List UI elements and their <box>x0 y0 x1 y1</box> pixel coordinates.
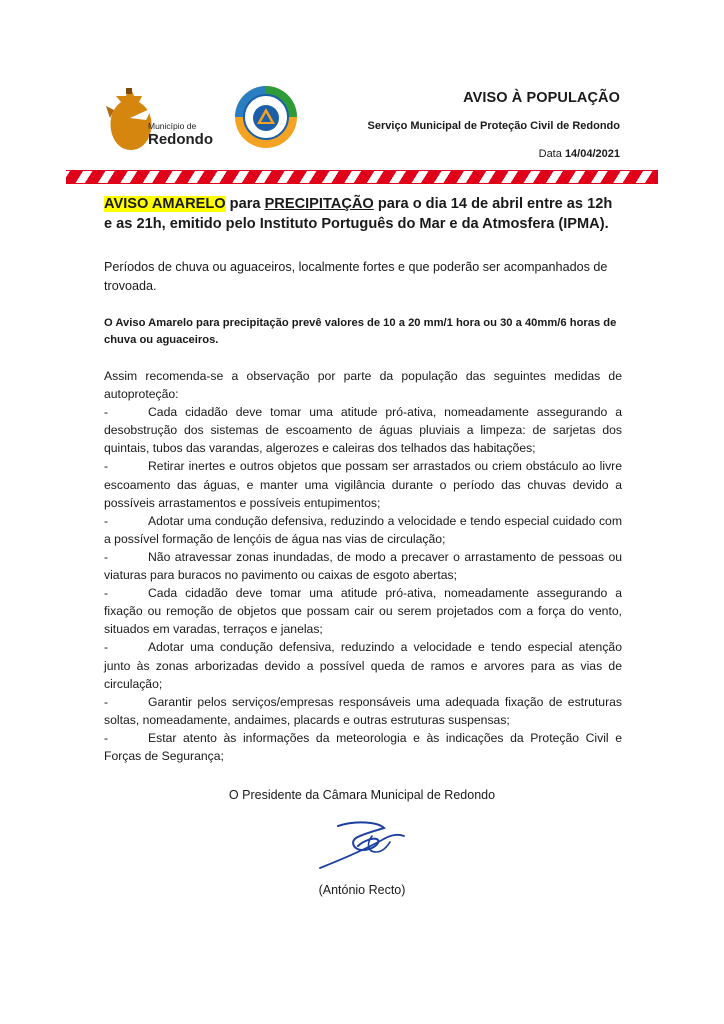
bullet-dash: - <box>104 730 109 745</box>
list-item-text: Adotar uma condução defensiva, reduzindo a velocidade e tendo especial cuidado com a possível formação de lençóis de água nas vias de circulação; <box>104 513 622 546</box>
amphora-icon <box>106 88 152 150</box>
list-item-text: Cada cidadão deve tomar uma atitude pró-ativa, nomeadamente assegurando a desobstrução dos sistemas de escoamento de águas pluviais a limpeza: de sarjetas dos quintais, tubos das varandas, algerozes e caleiras dos telhados das habitações; <box>104 405 622 456</box>
precipitation-values-paragraph: O Aviso Amarelo para precipitação prevê valores de 10 a 20 mm/1 hora ou 30 a 40mm/6 horas de chuva ou aguaceiros. <box>104 317 617 346</box>
bullet-dash: - <box>104 405 109 420</box>
list-item <box>104 457 622 511</box>
list-item <box>104 403 622 457</box>
list-item <box>104 693 622 729</box>
protecao-civil-logo <box>233 84 299 150</box>
document-title: AVISO À POPULAÇÃO <box>463 90 620 106</box>
handwritten-signature <box>316 812 412 872</box>
list-item-text: Adotar uma condução defensiva, reduzindo a velocidade e tendo especial atenção junto às zonas arborizadas devido a possível queda de ramos e arvores para as vias de circulação; <box>104 640 622 691</box>
bullet-dash: - <box>104 549 109 564</box>
bullet-dash: - <box>104 694 109 709</box>
signatory-name: (António Recto) <box>318 883 406 897</box>
list-item <box>104 729 622 765</box>
list-item <box>104 584 622 638</box>
date-value: 14/04/2021 <box>564 148 620 160</box>
municipio-redondo-logo <box>100 88 230 152</box>
warning-phenomenon: PRECIPITAÇÃO <box>264 196 374 212</box>
headline-part1: para <box>225 196 265 212</box>
svg-text:Redondo: Redondo <box>148 131 213 148</box>
list-item-text: Garantir pelos serviços/empresas responsáveis uma adequada fixação de estruturas soltas, nomeadamente, andaimes, placards e outras estruturas suspensas; <box>104 694 622 727</box>
document-date <box>539 148 620 160</box>
headline-part2: para o dia 14 de abril entre as 12h e as 21h, emitido pelo Instituto Português do Mar e da Atmosfera (IPMA). <box>104 196 613 232</box>
service-name: Serviço Municipal de Proteção Civil de Redondo <box>367 120 620 132</box>
list-item-text: Estar atento às informações da meteorologia e às indicações da Proteção Civil e Forças de Segurança; <box>104 730 622 763</box>
list-item-text: Retirar inertes e outros objetos que possam ser arrastados ou criem obstáculo ao livre escoamento das águas, e manter uma vigilância durante o período das chuvas devido a possíveis arrastamentos e possíveis entupimentos; <box>104 459 622 510</box>
forecast-paragraph: Períodos de chuva ou aguaceiros, localmente fortes e que poderão ser acompanhados de trovoada. <box>104 260 608 293</box>
date-label: Data <box>538 148 562 160</box>
list-item-text: Cada cidadão deve tomar uma atitude pró-ativa, nomeadamente assegurando a fixação ou remoção de objetos que possam cair ou serem projetados com a força do vento, situados em varadas, terraços e janelas; <box>104 586 622 637</box>
warning-level: AVISO AMARELO <box>104 196 226 212</box>
warning-stripe-divider <box>66 170 658 184</box>
list-item <box>104 638 622 692</box>
signatory-title: O Presidente da Câmara Municipal de Redondo <box>228 788 496 802</box>
list-item-text: Não atravessar zonas inundadas, de modo a precaver o arrastamento de pessoas ou viaturas para buracos no pavimento ou caixas de esgoto abertas; <box>104 549 622 583</box>
warning-headline <box>104 194 622 234</box>
list-item <box>104 512 622 548</box>
recommendations-section <box>104 367 622 765</box>
svg-text:Município de: Município de <box>148 121 197 131</box>
bullet-dash: - <box>104 640 109 655</box>
bullet-dash: - <box>104 459 109 474</box>
bullet-dash: - <box>104 513 109 528</box>
recommendations-intro: Assim recomenda-se a observação por parte da população das seguintes medidas de autoproteção: <box>104 369 622 402</box>
bullet-dash: - <box>104 586 109 601</box>
list-item <box>104 548 622 584</box>
